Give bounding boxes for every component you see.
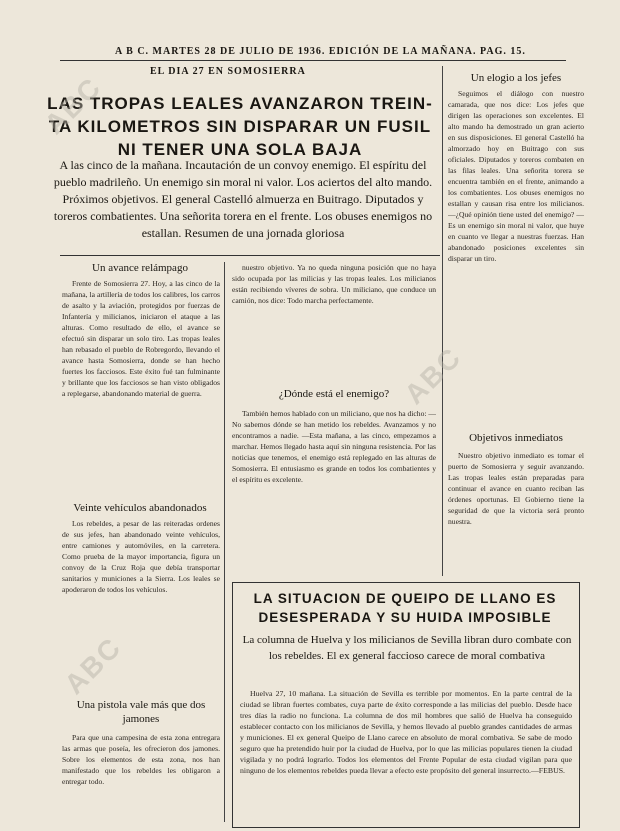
story-kicker: EL DIA 27 EN SOMOSIERRA bbox=[150, 66, 306, 77]
story-deck: A las cinco de la mañana. Incautación de un convoy enemigo. El espíritu del pueblo madrileño. Un enemigo sin moral ni valor. Los aciertos del alto mando. Próximos objetivos. El general Castelló almuerza en Buitrago. Diputados y toreros combatientes. Una señorita torera en el frente. Los obuses enemigos no estallan. Resumen de una jornada gloriosa bbox=[53, 158, 433, 240]
deck-rule bbox=[60, 255, 440, 256]
section-body-enemigo: También hemos hablado con un miliciano, que nos ha dicho: —No sabemos dónde se han metido los rebeldes. Avanzamos y no encontramos a nadie. —Esta mañana, a las cinco, empezamos a marchar. Hemos llegado hasta aquí sin ninguna resistencia. Por las noticias que tenemos, el enemigo está replegado en las alturas de Somosierra. El entusiasmo es grande en todos los combatientes y el espíritu es excelente. bbox=[232, 409, 436, 484]
headline-line-3: NI TENER UNA SOLA BAJA bbox=[117, 140, 363, 159]
running-head: A B C. MARTES 28 DE JULIO DE 1936. EDICIÓN DE LA MAÑANA. PAG. 15. bbox=[115, 46, 526, 57]
boxed-title-line-1: LA SITUACION DE QUEIPO DE LLANO ES bbox=[253, 591, 557, 606]
section-title-elogio: Un elogio a los jefes bbox=[470, 72, 562, 84]
section-body-objetivos: Nuestro objetivo inmediato es tomar el puerto de Somosierra y seguir avanzando. Las tropas leales están preparadas para continuar el avance en cuanto reciban las órdenes oportunas. El Gobierno tiene la seguridad de que la victoria será pronto nuestra. bbox=[448, 451, 584, 526]
section-title-avance: Un avance relámpago bbox=[92, 262, 188, 274]
section-title-objetivos: Objetivos inmediatos bbox=[469, 432, 563, 444]
section-body-vehiculos: Los rebeldes, a pesar de las reiteradas ordenes de sus jefes, han abandonado veinte vehículos, entre camiones y automóviles, en la carretera. Como prueba de la mayor importancia, figura un convoy de la Cruz Roja que debía transportar sanitarios y municiones a la Sierra. Los leales se apoderaron de todos los vehículos. bbox=[62, 519, 220, 594]
boxed-body: Huelva 27, 10 mañana. La situación de Sevilla es terrible por momentos. En la parte central de la ciudad se libran fuertes combates, cuya parte de éxito corresponde a las milicias del pueblo. Desde hace tres días la radio no funciona. La columna de dos mil hombres que salió de Huelva ha conseguido establecer contacto con los milicianos de Sevilla, y hemos llevado al pueblo grandes cantidades de armas y municiones. El ex general Queipo de Llano carece en absoluto de moral combativa. Se sabe de modo seguro que ha pretendido huir por la ciudad de Huelva, por lo que las milicias populares tienen la ciudad vigilada y no podrá lograrlo. Todos los elementos del Frente Popular de esta ciudad vigilan para que ninguno de los elementos rebeldes pueda llevar a efecto este propósito del general insurrecto.—FEBUS. bbox=[240, 689, 572, 775]
boxed-title-line-2: DESESPERADA Y SU HUIDA IMPOSIBLE bbox=[258, 610, 552, 625]
headline-line-2: TA KILOMETROS SIN DISPARAR UN FUSIL bbox=[48, 117, 432, 136]
section-title-pistola: Una pistola vale más que dos jamones bbox=[76, 699, 206, 725]
section-body-pistola: Para que una campesina de esta zona entregara las armas que poseía, les ofrecieron dos jamones. Sobre los elementos de esta zona, nos han manifestado que los rebeldes les obligaron a entregar todo. bbox=[62, 733, 220, 786]
column-divider-right bbox=[442, 66, 443, 576]
middle-body: nuestro objetivo. Ya no queda ninguna posición que no haya sido ocupada por las milicias y las tropas leales. Los milicianos están recibiendo víveres de sobra. Un miliciano, que conduce un camión, nos dice: Todo marcha perfectamente. bbox=[232, 263, 436, 305]
header-rule bbox=[60, 60, 566, 61]
column-divider-left bbox=[224, 262, 225, 822]
section-title-vehiculos: Veinte vehículos abandonados bbox=[73, 502, 207, 514]
watermark-logo: ABC bbox=[38, 71, 108, 141]
headline-line-1: LAS TROPAS LEALES AVANZARON TREIN- bbox=[47, 94, 433, 113]
watermark-logo: ABC bbox=[58, 631, 128, 701]
boxed-deck: La columna de Huelva y los milicianos de Sevilla libran duro combate con los rebeldes. El ex general faccioso carece de moral combativa bbox=[242, 634, 572, 662]
section-body-avance: Frente de Somosierra 27. Hoy, a las cinco de la mañana, la artillería de todos los calibres, los carros de asalto y la aviación, protegidos por fuerzas de Infantería y milicianos, iniciaron el ataque a las alturas. Como resultado de ello, el avance se efectuó sin disparar un solo tiro. Las tropas leales han rebasado el pueblo de Robregordo, llevando el avance hasta Somosierra, donde se han hecho fuertes los facciosos. Este éxito fué tan fulminante y brillante que los facciosos se han visto obligados a replegarse, abandonando material de guerra. bbox=[62, 279, 220, 398]
section-body-elogio: Seguimos el diálogo con nuestro camarada, que nos dice: Los jefes que dirigen las operaciones son excelentes. El alto mando ha demostrado un gran acierto en sus disposiciones. El general Castelló ha almorzado hoy en Buitrago con sus oficiales. Diputados y toreros combaten en las filas leales. Una señorita torera se encuentra también en el frente, animando a los combatientes. Los obuses enemigos no estallan y causan risa entre los milicianos. —¿Qué opinión tiene usted del enemigo? —Es un enemigo sin moral ni valor, que huye en cuanto ve llegar a nuestras fuerzas. Han abandonado posiciones excelentes sin disparar un tiro. bbox=[448, 89, 584, 263]
section-title-enemigo: ¿Dónde está el enemigo? bbox=[278, 388, 390, 400]
watermark-logo: ABC bbox=[398, 341, 468, 411]
